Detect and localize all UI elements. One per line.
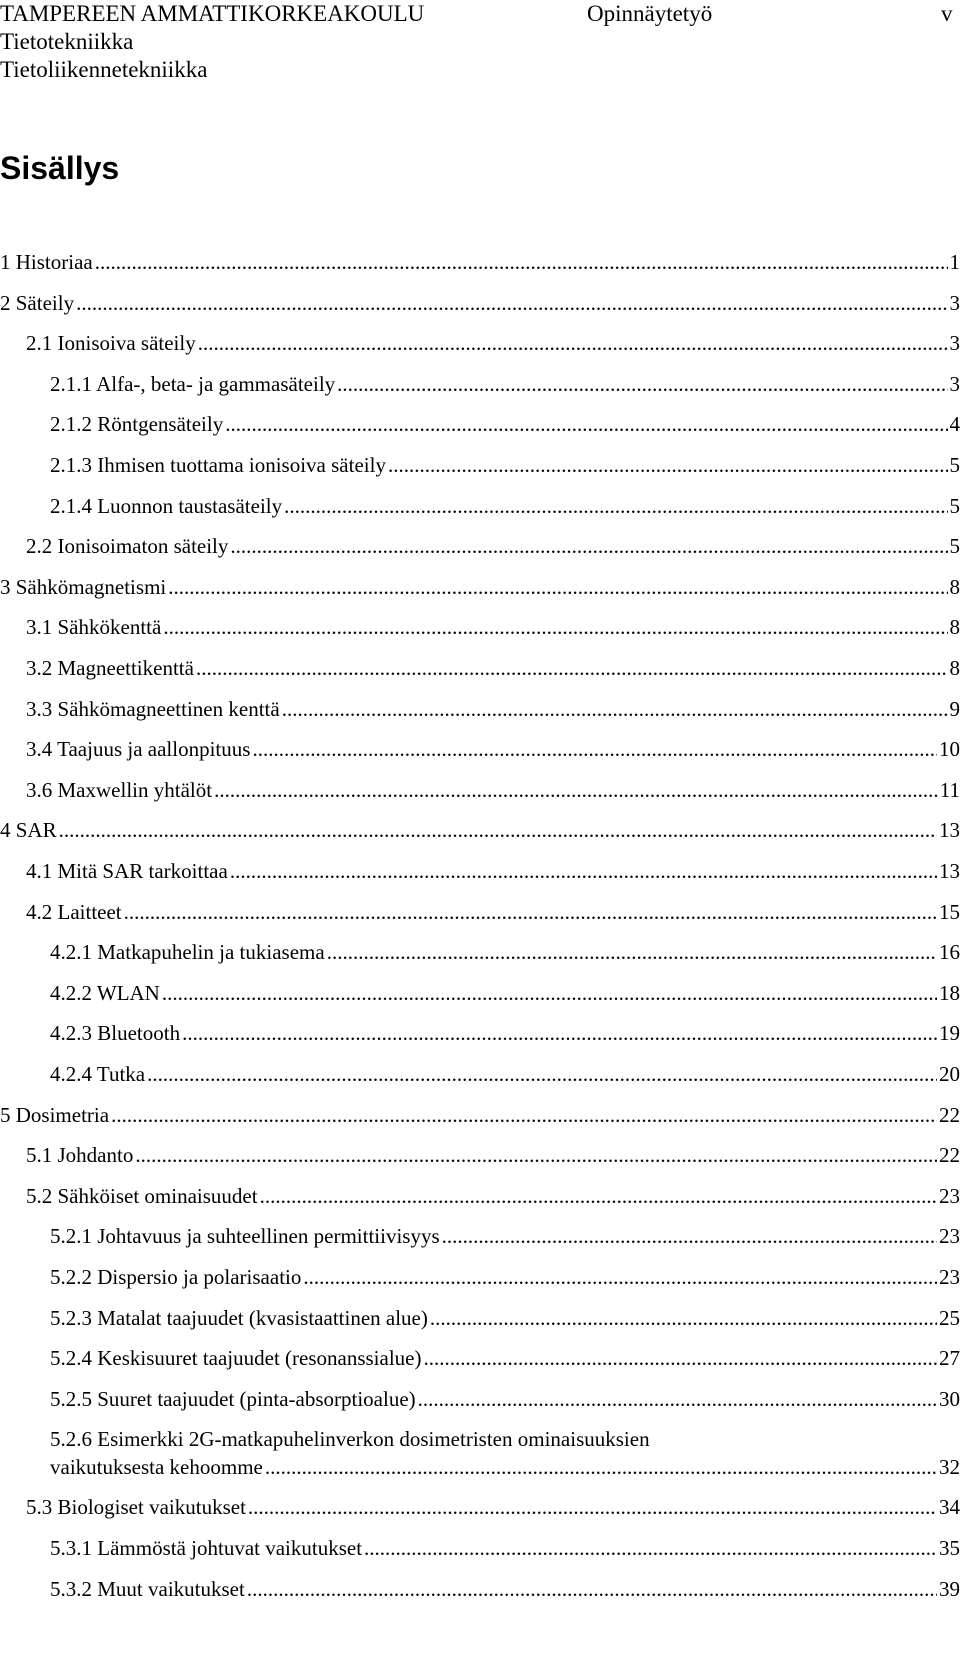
toc-dot-leader — [214, 774, 938, 806]
toc-entry-line — [26, 530, 960, 562]
toc-entry-title: 2.2 Ionisoimaton säteily — [26, 534, 229, 559]
toc-dot-leader — [147, 1058, 937, 1090]
toc-entry-line — [50, 1017, 960, 1049]
toc-page-number: 8 — [949, 656, 960, 680]
toc-entry[interactable] — [0, 1180, 960, 1212]
page-number: v — [941, 1, 953, 26]
toc-entry[interactable] — [0, 490, 960, 522]
toc-dot-leader — [168, 571, 947, 603]
toc-entry-title: 5.3.1 Lämmöstä johtuvat vaikutukset — [50, 1536, 363, 1560]
toc-entry-line — [50, 936, 960, 968]
toc-dot-leader — [198, 327, 948, 359]
toc-entry-title: 5.3.2 Muut vaikutukset — [50, 1576, 245, 1601]
toc-page-number: 20 — [939, 1062, 960, 1086]
toc-entry-title: 4.2.3 Bluetooth — [50, 1021, 181, 1046]
toc-page-number: 15 — [939, 899, 960, 924]
toc-entry-line — [50, 1451, 960, 1483]
institution-name: TAMPEREEN AMMATTIKORKEAKOULU — [0, 1, 425, 26]
toc-dot-leader — [252, 733, 937, 765]
toc-entry-title: 2.1.4 Luonnon taustasäteily — [50, 493, 283, 518]
toc-entry[interactable] — [0, 368, 960, 400]
toc-entry-title: 5 Dosimetria — [0, 1102, 110, 1127]
toc-entry-title: 4.1 Mitä SAR tarkoittaa — [26, 859, 228, 883]
toc-entry-line — [50, 1383, 960, 1415]
toc-page-number: 3 — [949, 331, 960, 356]
toc-dot-leader — [162, 977, 937, 1009]
toc-entry[interactable] — [0, 1383, 960, 1415]
toc-entry[interactable] — [0, 611, 960, 643]
toc-entry-line — [50, 1532, 960, 1564]
toc-page-number: 5 — [949, 493, 960, 518]
toc-entry-line — [26, 693, 960, 725]
toc-entry-line — [26, 1180, 960, 1212]
toc-dot-leader — [430, 1302, 937, 1334]
toc-entry[interactable] — [0, 449, 960, 481]
toc-entry[interactable] — [0, 1532, 960, 1564]
toc-dot-leader — [265, 1451, 937, 1483]
toc-entry[interactable] — [0, 1017, 960, 1049]
toc-entry-line — [26, 855, 960, 887]
toc-entry-title: 5.1 Johdanto — [26, 1143, 134, 1168]
toc-page-number: 3 — [949, 371, 960, 396]
toc-dot-leader — [247, 1573, 937, 1605]
toc-page-number: 8 — [949, 615, 960, 640]
toc-entry-title: 3.3 Sähkömagneettinen kenttä — [26, 696, 280, 721]
toc-dot-leader — [163, 611, 947, 643]
toc-dot-leader — [196, 652, 948, 684]
toc-entry[interactable] — [0, 1099, 960, 1131]
toc-page-number: 9 — [949, 696, 960, 721]
toc-page-number: 19 — [939, 1021, 960, 1046]
toc-page-number: 13 — [939, 859, 960, 883]
toc-entry-title: 2.1.2 Röntgensäteily — [50, 412, 224, 437]
toc-dot-leader — [418, 1383, 937, 1415]
toc-entry-line — [50, 1573, 960, 1605]
toc-entry-title: 2.1 Ionisoiva säteily — [26, 331, 196, 356]
toc-page-number: 25 — [939, 1305, 960, 1330]
toc-dot-leader — [337, 368, 947, 400]
toc-entry-line — [50, 1058, 960, 1090]
toc-page-number: 32 — [939, 1455, 960, 1480]
toc-entry-line — [50, 490, 960, 522]
toc-entry-line — [50, 1302, 960, 1334]
toc-dot-leader — [135, 1139, 937, 1171]
toc-page-number: 16 — [939, 940, 960, 965]
toc-dot-leader — [225, 408, 947, 440]
toc-page-number: 5 — [949, 534, 960, 559]
toc-page-number: 23 — [939, 1183, 960, 1208]
toc-dot-leader — [230, 530, 947, 562]
toc-entry[interactable] — [0, 571, 960, 603]
toc-entry-title: 5.3 Biologiset vaikutukset — [26, 1495, 246, 1520]
toc-dot-leader — [248, 1491, 937, 1523]
toc-dot-leader — [59, 814, 937, 846]
toc-entry-title: 2.1.3 Ihmisen tuottama ionisoiva säteily — [50, 453, 386, 477]
toc-entry-line — [50, 408, 960, 440]
toc-entry[interactable] — [0, 1342, 960, 1374]
toc-entry-line — [26, 896, 960, 928]
toc-entry-line — [50, 1261, 960, 1293]
toc-entry[interactable] — [0, 408, 960, 440]
toc-entry-line — [26, 774, 960, 806]
toc-entry[interactable] — [0, 693, 960, 725]
toc-entry-title: 3.4 Taajuus ja aallonpituus — [26, 737, 251, 762]
toc-dot-leader — [364, 1532, 937, 1564]
toc-dot-leader — [388, 449, 948, 481]
toc-entry[interactable] — [0, 1058, 960, 1090]
program-name: Tietoliikennetekniikka — [0, 57, 208, 82]
toc-entry[interactable] — [0, 530, 960, 562]
toc-entry-title: 2.1.1 Alfa-, beta- ja gammasäteily — [50, 371, 336, 396]
toc-entry-line — [26, 1139, 960, 1171]
toc-dot-leader — [124, 896, 937, 928]
toc-entry-title: 4.2 Laitteet — [26, 899, 122, 924]
toc-entry[interactable] — [0, 287, 960, 319]
toc-entry-title: 5.2.2 Dispersio ja polarisaatio — [50, 1265, 302, 1289]
toc-entry-title: 3.2 Magneettikenttä — [26, 656, 194, 680]
document-type: Opinnäytetyö — [587, 1, 713, 26]
toc-entry[interactable] — [0, 814, 960, 846]
toc-entry-title: vaikutuksesta kehoomme — [50, 1455, 263, 1480]
toc-page-number: 35 — [939, 1536, 960, 1560]
toc-page-number: 4 — [949, 412, 960, 437]
toc-page-number: 22 — [939, 1102, 960, 1127]
toc-entry[interactable] — [0, 1261, 960, 1293]
toc-entry-title: 3.6 Maxwellin yhtälöt — [26, 777, 213, 802]
toc-entry[interactable] — [0, 246, 960, 278]
toc-entry[interactable] — [0, 1491, 960, 1523]
toc-entry-line — [50, 1220, 960, 1252]
toc-page-number: 23 — [939, 1224, 960, 1249]
toc-dot-leader — [327, 936, 937, 968]
toc-dot-leader — [284, 490, 947, 522]
toc-entry-title: 1 Historiaa — [0, 250, 93, 274]
toc-dot-leader — [260, 1180, 937, 1212]
toc-entry-title: 5.2 Sähköiset ominaisuudet — [26, 1183, 258, 1208]
toc-entry[interactable] — [0, 652, 960, 684]
toc-dot-leader — [76, 287, 947, 319]
toc-dot-leader — [111, 1099, 937, 1131]
toc-page-number: 13 — [939, 818, 960, 843]
toc-entry[interactable] — [0, 327, 960, 359]
toc-entry-line — [0, 571, 960, 603]
toc-entry-title: 4.2.1 Matkapuhelin ja tukiasema — [50, 940, 325, 965]
page-header — [0, 0, 960, 84]
toc-entry[interactable] — [0, 774, 960, 806]
toc-entry[interactable] — [0, 977, 960, 1009]
toc-entry-title: 3.1 Sähkökenttä — [26, 615, 162, 640]
toc-page-number: 5 — [949, 453, 960, 477]
toc-entry[interactable] — [0, 1573, 960, 1605]
toc-page-number: 34 — [939, 1495, 960, 1520]
toc-entry-title: 3 Sähkömagnetismi — [0, 574, 167, 599]
toc-entry[interactable] — [0, 1220, 960, 1252]
toc-dot-leader — [230, 855, 937, 887]
toc-page-number: 10 — [939, 737, 960, 762]
toc-entry-line — [50, 449, 960, 481]
toc-dot-leader — [282, 693, 948, 725]
toc-entry[interactable] — [0, 855, 960, 887]
toc-entry-line — [0, 1099, 960, 1131]
toc-entry-line — [50, 977, 960, 1009]
department-name: Tietotekniikka — [0, 29, 134, 54]
toc-dot-leader — [423, 1342, 937, 1374]
toc-entry[interactable] — [0, 1423, 960, 1483]
toc-page-number: 30 — [939, 1386, 960, 1411]
toc-entry-line — [26, 327, 960, 359]
toc-entry-title: 5.2.4 Keskisuuret taajuudet (resonanssialue) — [50, 1346, 422, 1371]
toc-entry-line — [0, 246, 960, 278]
toc-entry-line — [26, 733, 960, 765]
toc-dot-leader — [442, 1220, 937, 1252]
toc-dot-leader — [95, 246, 948, 278]
toc-entry-line — [26, 611, 960, 643]
toc-entry-line — [26, 652, 960, 684]
toc-entry-line — [0, 814, 960, 846]
toc-entry[interactable] — [0, 1139, 960, 1171]
toc-page-number: 3 — [949, 290, 960, 315]
toc-entry-title: 4.2.4 Tutka — [50, 1062, 146, 1086]
toc-entry[interactable] — [0, 896, 960, 928]
toc-entry-title: 2 Säteily — [0, 290, 75, 315]
toc-page-number: 8 — [949, 574, 960, 599]
toc-page-number: 11 — [939, 777, 960, 802]
toc-entry-title: 4 SAR — [0, 818, 57, 843]
toc-dot-leader — [303, 1261, 937, 1293]
toc-entry-title: 5.2.3 Matalat taajuudet (kvasistaattinen alue) — [50, 1305, 428, 1330]
toc-page-number: 27 — [939, 1346, 960, 1371]
toc-page-number: 22 — [939, 1143, 960, 1168]
toc-entry-line — [0, 287, 960, 319]
toc-entry-title: 5.2.5 Suuret taajuudet (pinta-absorptioalue) — [50, 1386, 416, 1411]
toc-entry-line — [50, 1342, 960, 1374]
page-title: Sisällys — [0, 150, 120, 186]
toc-entry[interactable] — [0, 936, 960, 968]
toc-dot-leader — [182, 1017, 937, 1049]
toc-page-number: 39 — [939, 1576, 960, 1601]
toc-page-number: 18 — [939, 980, 960, 1005]
toc-page-number: 1 — [949, 250, 960, 274]
toc-entry-title: 5.2.1 Johtavuus ja suhteellinen permittiivisyys — [50, 1224, 440, 1249]
toc-entry-line — [50, 368, 960, 400]
toc-entry[interactable] — [0, 1302, 960, 1334]
toc-entry[interactable] — [0, 733, 960, 765]
toc-page-number: 23 — [939, 1265, 960, 1289]
toc-entry-title: 4.2.2 WLAN — [50, 980, 160, 1005]
toc-entry-line — [26, 1491, 960, 1523]
toc-entry-title-first-line: 5.2.6 Esimerkki 2G-matkapuhelinverkon dosimetristen ominaisuuksien — [50, 1427, 650, 1452]
